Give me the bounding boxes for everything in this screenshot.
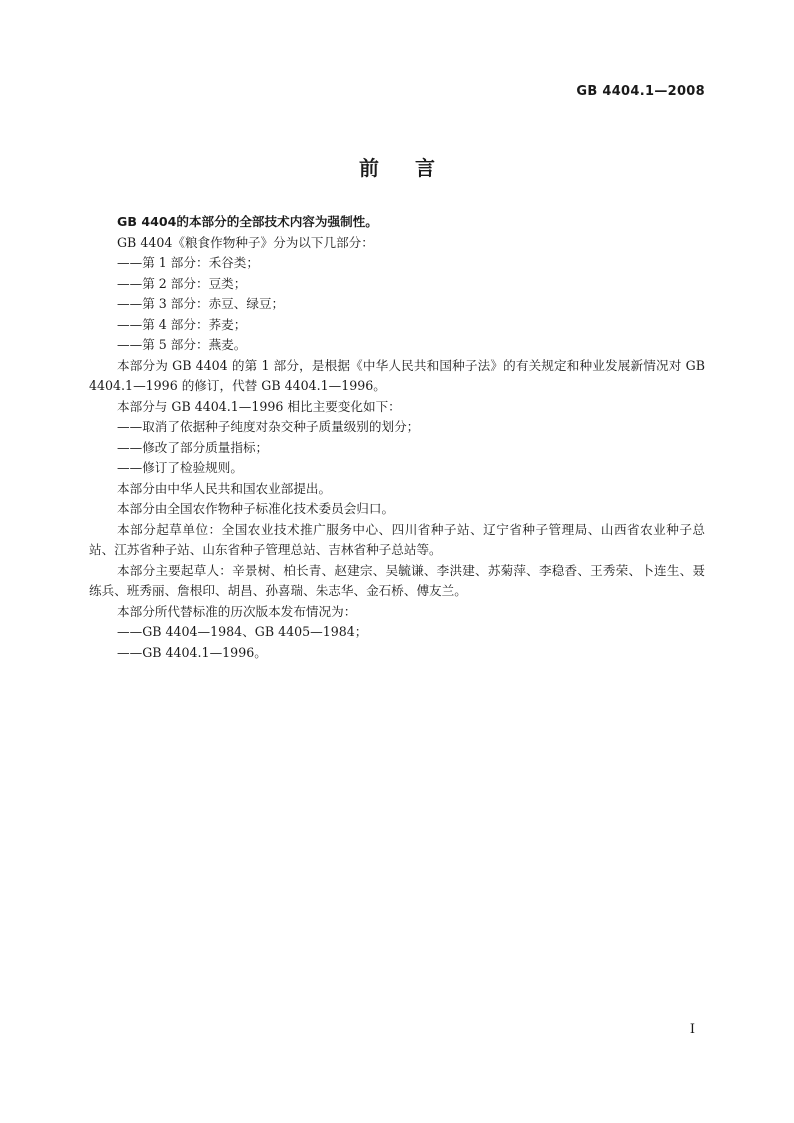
list-item-part-5: ——第 5 部分：燕麦。	[117, 337, 247, 352]
list-item-part-3: ——第 3 部分：赤豆、绿豆；	[117, 296, 285, 311]
list-item-change-3: ——修订了检验规则。	[117, 460, 243, 475]
list-item-change-1: ——取消了依据种子纯度对杂交种子质量级别的划分；	[117, 419, 420, 434]
page-title: 前言	[359, 156, 471, 180]
list-item-change-2: ——修改了部分质量指标；	[117, 439, 269, 455]
page-number: I	[689, 1022, 695, 1037]
list-item-part-4: ——第 4 部分：荞麦；	[117, 316, 247, 332]
paragraph-mandatory: GB 4404的本部分的全部技术内容为强制性。	[117, 214, 378, 229]
list-item-history-2: ——GB 4404.1—1996。	[117, 644, 267, 660]
paragraph-revision: 本部分为 GB 4404 的第 1 部分，是根据《中华人民共和国种子法》的有关规定和种业发展新情况对 GB 4404.1—1996 的修订，代替 GB 4404.1—1996。	[89, 357, 705, 393]
paragraph-drafting-units: 本部分起草单位：全国农业技术推广服务中心、四川省种子站、辽宁省种子管理局、山西省农业种子总站、江苏省种子站、山东省种子管理总站、吉林省种子总站等。	[89, 521, 705, 557]
list-item-part-2: ——第 2 部分：豆类；	[117, 275, 247, 291]
paragraph-parts-intro: GB 4404《粮食作物种子》分为以下几部分：	[117, 234, 374, 250]
paragraph-changes-intro: 本部分与 GB 4404.1—1996 相比主要变化如下：	[117, 398, 401, 414]
paragraph-drafters: 本部分主要起草人：辛景树、柏长青、赵建宗、吴毓谦、李洪建、苏菊萍、李稳香、王秀荣、卜连生、聂练兵、班秀丽、詹根印、胡昌、孙喜瑞、朱志华、金石桥、傅友兰。	[89, 562, 705, 598]
standard-code: GB 4404.1—2008	[576, 84, 705, 99]
paragraph-history-intro: 本部分所代替标准的历次版本发布情况为：	[117, 603, 357, 619]
paragraph-committee: 本部分由全国农作物种子标准化技术委员会归口。	[117, 501, 395, 516]
list-item-part-1: ——第 1 部分：禾谷类；	[117, 255, 259, 270]
foreword-body	[89, 212, 705, 663]
paragraph-proposer: 本部分由中华人民共和国农业部提出。	[117, 480, 332, 496]
list-item-history-1: ——GB 4404—1984、GB 4405—1984；	[117, 624, 368, 639]
